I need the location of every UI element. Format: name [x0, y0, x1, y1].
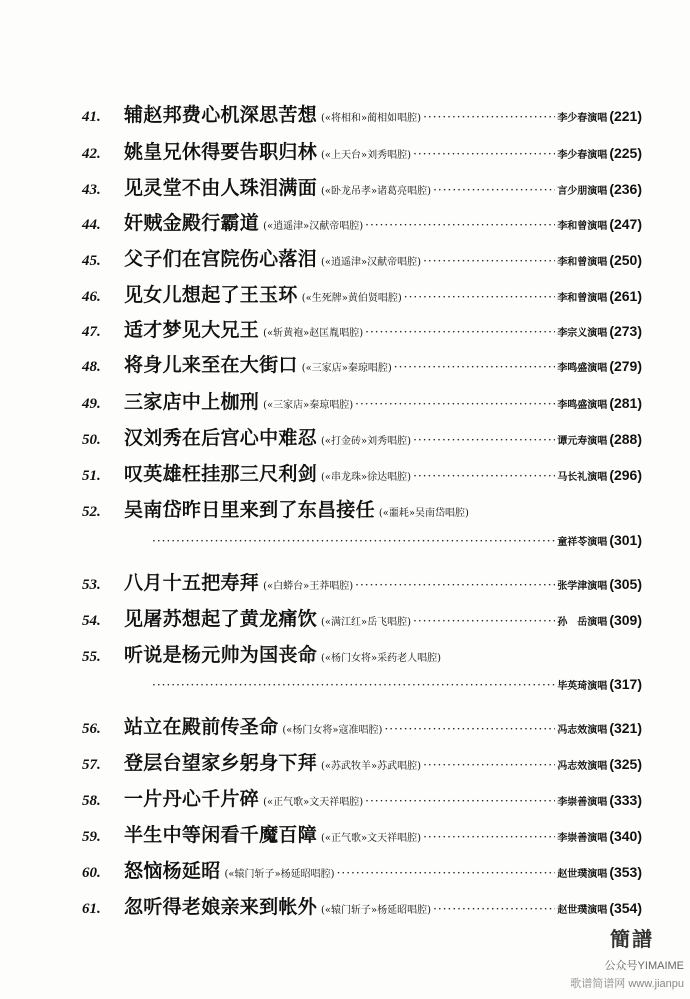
leader-dots: [152, 678, 555, 692]
watermark-site: 歌谱简谱网 www.jianpu: [570, 978, 684, 990]
toc-entry: [82, 459, 642, 491]
entry-singer: 赵世璞演唱: [557, 905, 608, 916]
entry-title: 怒恼杨延昭: [124, 860, 221, 882]
entry-title: 将身儿来至在大街口: [124, 354, 298, 376]
watermark-text: 公众号YIMAIME: [604, 960, 684, 972]
entry-title: 适才梦见大兄王: [124, 319, 260, 341]
entry-page: (281): [609, 395, 642, 411]
leader-dots: [423, 110, 555, 124]
entry-page: (333): [609, 792, 642, 808]
entry-source: («三家店»秦琼唱腔): [301, 363, 392, 374]
entry-singer: 李和曾演唱: [557, 257, 608, 268]
leader-dots: [413, 614, 555, 628]
entry-source: («辕门斩子»杨延昭唱腔): [224, 869, 335, 880]
toc-entry-continuation: [150, 676, 642, 708]
entry-source: («串龙珠»徐达唱腔): [321, 472, 412, 483]
leader-dots: [433, 902, 555, 916]
entry-source: («白蟒台»王莽唱腔): [263, 581, 354, 592]
leader-dots: [384, 722, 555, 736]
entry-page: (321): [609, 720, 642, 736]
entry-number: 45.: [82, 253, 101, 269]
entry-page: (301): [609, 532, 642, 548]
entry-title: 见女儿想起了王玉环: [124, 284, 298, 306]
toc-entry-continuation: [150, 532, 642, 564]
entry-source: («卧龙吊孝»诸葛亮唱腔): [321, 186, 432, 197]
entry-singer: 言少朋演唱: [557, 186, 608, 197]
entry-title: 半生中等闲看千魔百障: [124, 824, 318, 846]
leader-dots: [404, 290, 556, 304]
leader-dots: [413, 147, 555, 161]
entry-title: 登层台望家乡躬身下拜: [124, 752, 318, 774]
entry-source: («上天台»刘秀唱腔): [321, 150, 412, 161]
entry-title: 听说是杨元帅为国丧命: [124, 644, 318, 666]
entry-number: 42.: [82, 146, 101, 162]
entry-title: 一片丹心千片碎: [124, 788, 260, 810]
entry-page: (221): [609, 108, 642, 124]
entry-title: 吴南岱昨日里来到了东昌接任: [124, 499, 375, 521]
entry-singer: 冯志效演唱: [557, 725, 608, 736]
entry-source: («苏武牧羊»苏武唱腔): [321, 761, 422, 772]
toc-entry: [82, 100, 642, 132]
entry-title: 父子们在宫院伤心落泪: [124, 248, 318, 270]
entry-source: («满江红»岳飞唱腔): [321, 617, 412, 628]
entry-source: («打金砖»刘秀唱腔): [321, 436, 412, 447]
leader-dots: [413, 433, 555, 447]
entry-singer: 李鸣盛演唱: [557, 400, 608, 411]
entry-number: 50.: [82, 432, 101, 448]
toc-entry: [82, 137, 642, 169]
entry-number: 41.: [82, 109, 101, 125]
entry-singer: 童祥苓演唱: [557, 537, 608, 548]
entry-title: 姚皇兄休得要告职归林: [124, 141, 318, 163]
entry-singer: 李和曾演唱: [557, 293, 608, 304]
leader-dots: [355, 397, 555, 411]
toc-entry: [82, 423, 642, 455]
toc-entry: [82, 820, 642, 852]
entry-number: 56.: [82, 721, 101, 737]
toc-entry: [82, 568, 642, 600]
toc-entry: [82, 640, 642, 672]
entry-page: (279): [609, 358, 642, 374]
entry-singer: 李和曾演唱: [557, 221, 608, 232]
entry-page: (309): [609, 612, 642, 628]
entry-singer: 李少春演唱: [557, 113, 608, 124]
toc-entry: [82, 748, 642, 780]
toc-entry: [82, 350, 642, 382]
entry-number: 58.: [82, 793, 101, 809]
leader-dots: [423, 254, 555, 268]
entry-number: 54.: [82, 613, 101, 629]
leader-dots: [394, 360, 556, 374]
entry-source: («杨门女将»寇准唱腔): [282, 725, 383, 736]
entry-number: 52.: [82, 504, 101, 520]
entry-source: («将相和»蔺相如唱腔): [321, 113, 422, 124]
entry-number: 46.: [82, 289, 101, 305]
entry-page: (273): [609, 323, 642, 339]
entry-page: (317): [609, 676, 642, 692]
toc-entry: [82, 856, 642, 888]
entry-page: (247): [609, 216, 642, 232]
entry-title: 八月十五把寿拜: [124, 572, 260, 594]
entry-number: 60.: [82, 865, 101, 881]
entry-singer: 李少春演唱: [557, 150, 608, 161]
entry-singer: 张学津演唱: [557, 581, 608, 592]
entry-singer: 马长礼演唱: [557, 472, 608, 483]
entry-singer: 毕英琦演唱: [557, 681, 608, 692]
watermark-logo: 簡譜: [610, 929, 654, 951]
toc-entry: [82, 244, 642, 276]
entry-page: (250): [609, 252, 642, 268]
entry-source: («噩耗»吴南岱唱腔): [378, 508, 469, 519]
entry-title: 汉刘秀在后宫心中难忍: [124, 427, 318, 449]
entry-source: («生死牌»黄伯贤唱腔): [301, 293, 402, 304]
entry-source: («辕门斩子»杨延昭唱腔): [321, 905, 432, 916]
entry-title: 三家店中上枷刑: [124, 391, 260, 413]
toc-entry: [82, 387, 642, 419]
entry-page: (325): [609, 756, 642, 772]
entry-title: 辅赵邦费心机深思苦想: [124, 104, 318, 126]
entry-page: (261): [609, 288, 642, 304]
entry-source: («三家店»秦琼唱腔): [263, 400, 354, 411]
entry-page: (225): [609, 145, 642, 161]
entry-number: 57.: [82, 757, 101, 773]
entry-number: 43.: [82, 182, 101, 198]
leader-dots: [413, 469, 555, 483]
toc-entry: [82, 604, 642, 636]
entry-number: 59.: [82, 829, 101, 845]
entry-source: («逍遥津»汉献帝唱腔): [321, 257, 422, 268]
entry-number: 47.: [82, 324, 101, 340]
entry-singer: 孙 岳演唱: [557, 617, 608, 628]
entry-singer: 赵世璞演唱: [557, 869, 608, 880]
entry-source: («逍遥津»汉献帝唱腔): [263, 221, 364, 232]
entry-page: (288): [609, 431, 642, 447]
leader-dots: [365, 325, 555, 339]
entry-singer: 李崇善演唱: [557, 797, 608, 808]
entry-number: 53.: [82, 577, 101, 593]
toc-entry: [82, 784, 642, 816]
entry-singer: 李宗义演唱: [557, 328, 608, 339]
toc-entry: [82, 712, 642, 744]
entry-source: («杨门女将»采药老人唱腔): [321, 653, 442, 664]
entry-singer: 李崇善演唱: [557, 833, 608, 844]
leader-dots: [337, 866, 556, 880]
entry-page: (340): [609, 828, 642, 844]
toc-entry: [82, 173, 642, 205]
leader-dots: [423, 758, 555, 772]
leader-dots: [423, 830, 555, 844]
watermark: [534, 915, 684, 995]
entry-number: 55.: [82, 649, 101, 665]
entry-title: 奸贼金殿行霸道: [124, 212, 260, 234]
entry-number: 48.: [82, 359, 101, 375]
entry-source: («正气歌»文天祥唱腔): [321, 833, 422, 844]
entry-page: (305): [609, 576, 642, 592]
entry-page: (354): [609, 900, 642, 916]
toc-entry: [82, 315, 642, 347]
entry-title: 站立在殿前传圣命: [124, 716, 279, 738]
entry-title: 见屠苏想起了黄龙痛饮: [124, 608, 318, 630]
leader-dots: [152, 534, 555, 548]
entry-singer: 谭元寿演唱: [557, 436, 608, 447]
entry-singer: 冯志效演唱: [557, 761, 608, 772]
entry-title: 叹英雄枉挂那三尺利剑: [124, 463, 318, 485]
entry-number: 49.: [82, 396, 101, 412]
entry-title: 忽听得老娘亲来到帐外: [124, 896, 318, 918]
leader-dots: [433, 183, 555, 197]
entry-source: («正气歌»文天祥唱腔): [263, 797, 364, 808]
entry-page: (236): [609, 181, 642, 197]
entry-number: 61.: [82, 901, 101, 917]
leader-dots: [365, 794, 555, 808]
leader-dots: [355, 578, 555, 592]
entry-page: (296): [609, 467, 642, 483]
toc-entry: [82, 208, 642, 240]
entry-page: (353): [609, 864, 642, 880]
entry-source: («斩黄袍»赵匡胤唱腔): [263, 328, 364, 339]
entry-number: 51.: [82, 468, 101, 484]
entry-title: 见灵堂不由人珠泪满面: [124, 177, 318, 199]
entry-number: 44.: [82, 217, 101, 233]
leader-dots: [365, 218, 555, 232]
toc-entry: [82, 495, 642, 527]
toc-entry: [82, 280, 642, 312]
entry-singer: 李鸣盛演唱: [557, 363, 608, 374]
